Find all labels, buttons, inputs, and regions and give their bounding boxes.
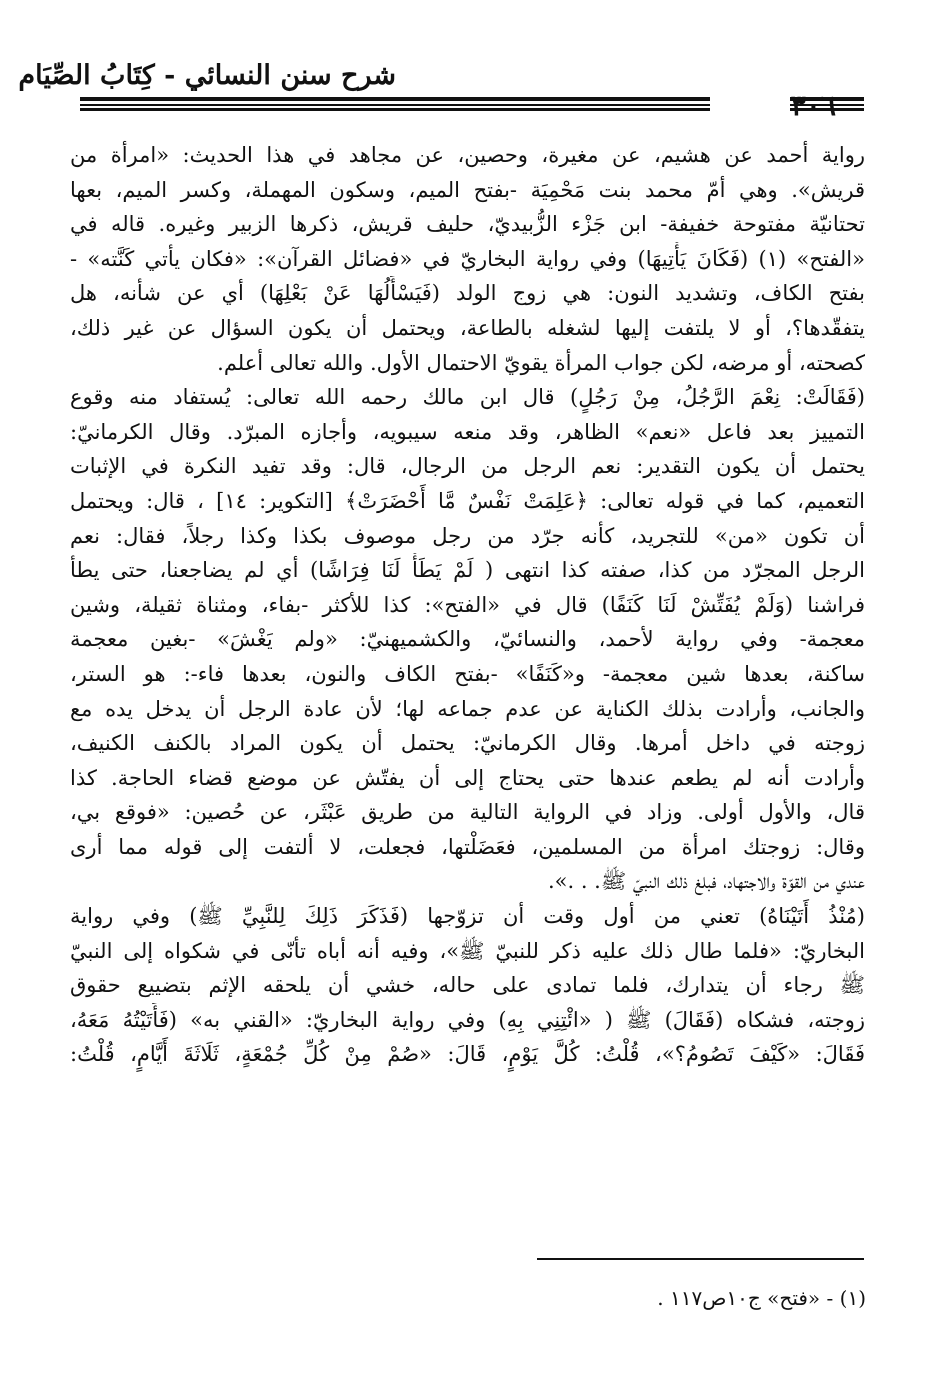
text-line: بفتح الكاف، وتشديد النون: هي زوج الولد (فَيَسْأَلُهَا عَنْ بَعْلِهَا) أي عن شأنه، هل	[70, 281, 865, 306]
text-line: قريش». وهي أمّ محمد بنت مَحْمِيَة -بفتح الميم، وسكون المهملة، وكسر الميم، بعها	[70, 177, 865, 202]
header-rule	[790, 104, 864, 106]
text-line: (فَقَالَتْ: نِعْمَ الرَّجُلُ، مِنْ رَجُلٍ) قال ابن مالك رحمه الله تعالى: يُستفاد منه وقوع	[70, 385, 865, 410]
header-rule	[790, 108, 864, 111]
text-line: معجمة- وفي رواية لأحمد، والنسائيّ، والكشميهنيّ: «ولم يَغْشَ» -بغين معجمة	[70, 627, 865, 652]
running-header-title: شرح سنن النسائي - كِتَابُ الصِّيَام	[18, 60, 396, 91]
footnote-separator	[537, 1258, 864, 1260]
text-line: زوجته، فشكاه (فَقَالَ) ﷺ ( «ائْتِنِي بِهِ) وفي رواية البخاريّ: «القني به» (فَأَتَيْتُهُ مَعَهُ،	[70, 1007, 865, 1032]
text-line: والجانب، وأرادت بذلك الكناية عن عدم جماعه لها؛ لأن عادة الرجل أن يدخل يده مع	[70, 696, 865, 721]
text-line: يتفقّدها؟، أو لا يلتفت إليها لشغله بالطاعة، ويحتمل أن يكون السؤال عن غير ذلك،	[70, 315, 865, 340]
header-rule	[80, 108, 710, 111]
text-line: «الفتح» (١) (فَكَانَ يَأْتِيهَا) وفي رواية البخاريّ في «فضائل القرآن»: «فكان يأتي كَنَّته» -	[70, 246, 865, 271]
text-line: كصحته، أو مرضه، لكن جواب المرأة يقويّ الاحتمال الأول. والله تعالى أعلم.	[217, 350, 865, 375]
text-line: تحتانيّة مفتوحة خفيفة- ابن جَزْء الزُّبيديّ، حليف قريش، ذكرها الزبير وغيره. قاله في	[70, 212, 865, 237]
text-line: البخاريّ: «فلما طال ذلك عليه ذكر للنبيّ ﷺ»، وفيه أنه أباه تأنّى في شكواه إلى النبيّ	[70, 938, 865, 963]
text-line: قال، والأول أولى. وزاد في الرواية التالية من طريق عَبْثَر، عن حُصين: «فوقع بي،	[70, 800, 865, 825]
header-rule	[80, 104, 710, 106]
text-line: ﷺ رجاء أن يتدارك، فلما تمادى على حاله، خشي أن يلحقه الإثم بتضييع حقوق	[70, 973, 865, 998]
header-rule	[80, 97, 710, 101]
text-line: ساكنة، بعدها شين معجمة- و«كَنَفًا» -بفتح الكاف والنون، بعدها فاء-: هو الستر،	[70, 661, 865, 686]
text-line: فَقَالَ: «كَيْفَ تَصُومُ؟»، قُلْتُ: كُلَّ يَوْمٍ، قَالَ: «صُمْ مِنْ كُلِّ جُمْعَةٍ، ثَلَاثَةَ أَيَّامٍ، قُلْتُ:	[70, 1042, 865, 1067]
text-line: وقال: زوجتك امرأة من المسلمين، فعَضَلْتها، فجعلت، لا ألتفت إلى قوله مما أرى	[70, 834, 865, 859]
body-text	[70, 138, 865, 1072]
text-line: رواية أحمد عن هشيم، عن مغيرة، وحصين، عن مجاهد في هذا الحديث: «امرأة من	[70, 143, 865, 167]
text-line: عندي من القوّة والاجتهاد، فبلغ ذلك النبيّ ﷺ. . .».	[547, 869, 865, 894]
text-line: التعميم، كما في قوله تعالى: ﴿عَلِمَتْ نَفْسٌ مَّا أَحْضَرَتْ﴾ [التكوير: ١٤] ، قال: ويحتمل	[70, 488, 865, 513]
header-rule	[790, 97, 864, 101]
text-line: زوجته في داخل أمرها. وقال الكرمانيّ: يحتمل أن يكون المراد بالكنف الكنيف،	[70, 731, 865, 756]
page-number	[726, 86, 836, 126]
text-line: (مُنْذُ أَتَيْنَاهُ) تعني من أول وقت أن تزوّجها (فَذَكَرَ ذَلِكَ لِلنَّبِيِّ ﷺ) وفي رواية	[70, 904, 865, 929]
text-line: وأرادت أنه لم يطعم عندها حتى يحتاج إلى أن يفتّش عن موضع قضاء الحاجة. كذا	[70, 765, 865, 790]
text-line: التمييز بعد فاعل «نعم» الظاهر، وقد منعه سيبويه، وأجازه المبرّد. وقال الكرمانيّ:	[70, 419, 865, 444]
text-line: الرجل المجرّد من كذا، صفته كذا انتهى ( لَمْ يَطَأْ لَنَا فِرَاشًا) أي لم يضاجعنا، حتى يطأ	[70, 558, 865, 583]
text-line: يحتمل أن يكون التقدير: نعم الرجل من الرجال، قال: وقد تفيد النكرة في الإثبات	[70, 454, 865, 479]
footnote: (١) - «فتح» ج١٠ص١١٧ .	[657, 1286, 866, 1310]
text-line: فراشنا (وَلَمْ يُفَتِّشْ لَنَا كَنَفًا) قال في «الفتح»: كذا للأكثر -بفاء، ومثناة ثقيلة، وشين	[70, 592, 865, 617]
text-line: أن تكون «من» للتجريد، كأنه جرّد من رجل موصوف بكذا وكذا رجلاً، فقال: نعم	[70, 523, 865, 548]
